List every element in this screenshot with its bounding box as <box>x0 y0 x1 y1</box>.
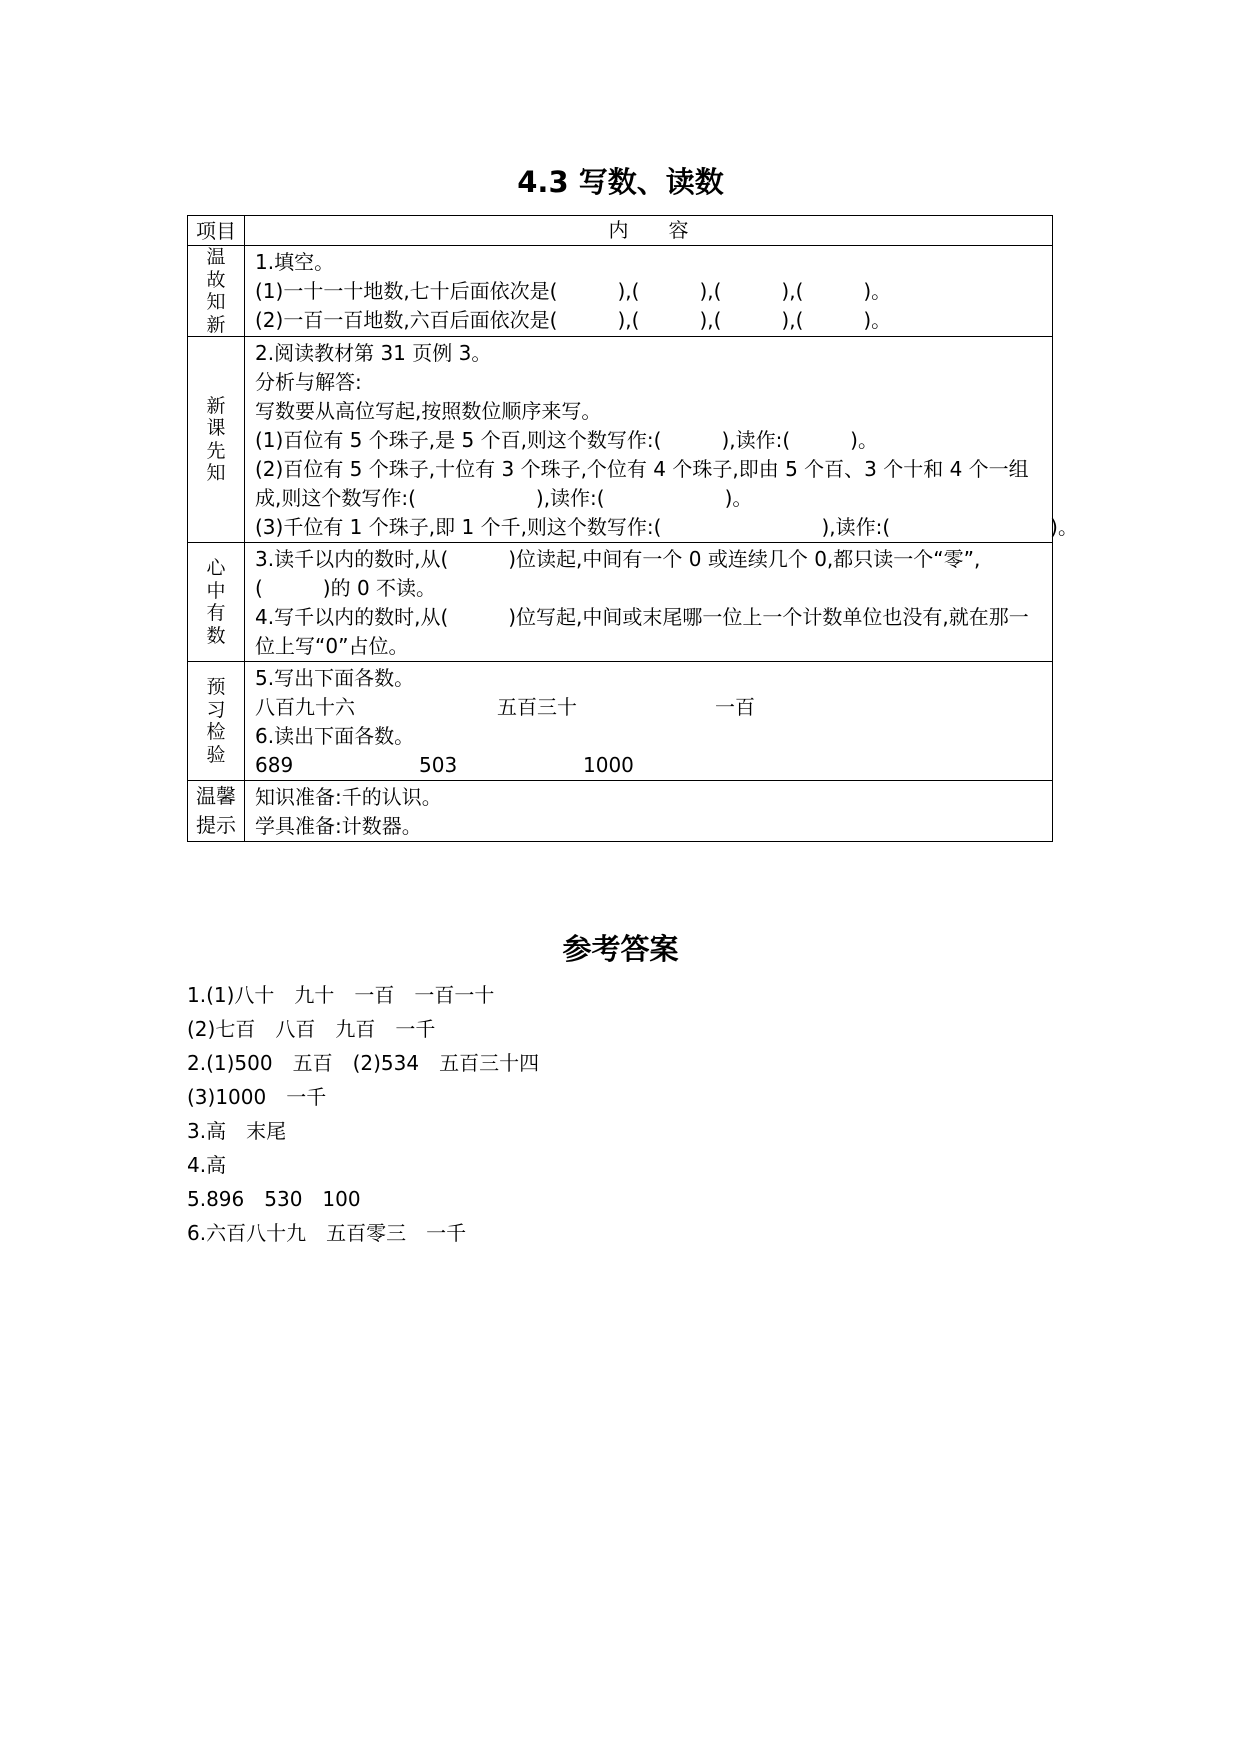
page-title: 4.3 写数、读数 <box>517 165 724 199</box>
answer-line: 2.(1)500 五百 (2)534 五百三十四 <box>187 1051 540 1075</box>
content-line: 5.写出下面各数。 <box>255 666 415 690</box>
section-row-preview-check <box>188 662 1053 781</box>
header-item: 项目 <box>188 216 245 246</box>
section-label: 新课先知 <box>206 394 226 484</box>
number-item: 1000 <box>583 753 634 777</box>
content-line: (1)百位有 5 个珠子,是 5 个百,则这个数写作:( ),读作:( )。 <box>255 428 878 452</box>
section-label: 温馨提示 <box>196 784 236 837</box>
content-line: 知识准备:千的认识。 <box>255 785 442 809</box>
section-label: 预习检验 <box>206 676 226 766</box>
answer-line: (2)七百 八百 九百 一千 <box>187 1017 436 1041</box>
answer-line: 6.六百八十九 五百零三 一千 <box>187 1221 467 1245</box>
content-line: 4.写千以内的数时,从( )位写起,中间或末尾哪一位上一个计数单位也没有,就在那一位上写“0”占位。 <box>255 605 1029 658</box>
study-table <box>187 215 1078 842</box>
content-line: (1)一十一十地数,七十后面依次是( ),( ),( ),( )。 <box>255 279 892 303</box>
content-line: 3.读千以内的数时,从( )位读起,中间有一个 0 或连续几个 0,都只读一个“零”,( )的 0 不读。 <box>255 547 981 600</box>
answers-list <box>187 978 539 1250</box>
answers-title: 参考答案 <box>562 932 679 966</box>
number-item: 八百九十六 <box>255 695 355 719</box>
number-item: 689 <box>255 753 294 777</box>
number-row <box>255 751 1044 780</box>
content-line: 1.填空。 <box>255 250 335 274</box>
content-line: (2)一百一百地数,六百后面依次是( ),( ),( ),( )。 <box>255 308 892 332</box>
content-line: 2.阅读教材第 31 页例 3。 <box>255 341 492 365</box>
content-line: (2)百位有 5 个珠子,十位有 3 个珠子,个位有 4 个珠子,即由 5 个百、3 个十和 4 个一组成,则这个数写作:( ),读作:( )。 <box>255 457 1029 510</box>
section-label: 心中有数 <box>206 557 226 647</box>
answer-line: (3)1000 一千 <box>187 1085 327 1109</box>
number-item: 五百三十 <box>497 695 577 719</box>
number-row <box>255 693 1044 722</box>
section-row-key-points <box>188 543 1053 662</box>
content-line: 写数要从高位写起,按照数位顺序来写。 <box>255 399 602 423</box>
header-content: 内 容 <box>245 216 1053 246</box>
answer-line: 4.高 <box>187 1153 227 1177</box>
section-row-review <box>188 246 1053 337</box>
table-header-row <box>188 216 1053 246</box>
content-line: 分析与解答: <box>255 370 362 394</box>
number-item: 503 <box>419 753 458 777</box>
section-row-new-lesson <box>188 337 1053 543</box>
section-label: 温故知新 <box>206 246 226 336</box>
answer-line: 5.896 530 100 <box>187 1187 361 1211</box>
section-row-tips <box>188 781 1053 842</box>
content-line: 6.读出下面各数。 <box>255 724 415 748</box>
content-line: 学具准备:计数器。 <box>255 814 422 838</box>
number-item: 一百 <box>715 695 755 719</box>
content-line: (3)千位有 1 个珠子,即 1 个千,则这个数写作:( ),读作:( )。 <box>255 515 1078 539</box>
answer-line: 1.(1)八十 九十 一百 一百一十 <box>187 983 495 1007</box>
answer-line: 3.高 末尾 <box>187 1119 287 1143</box>
